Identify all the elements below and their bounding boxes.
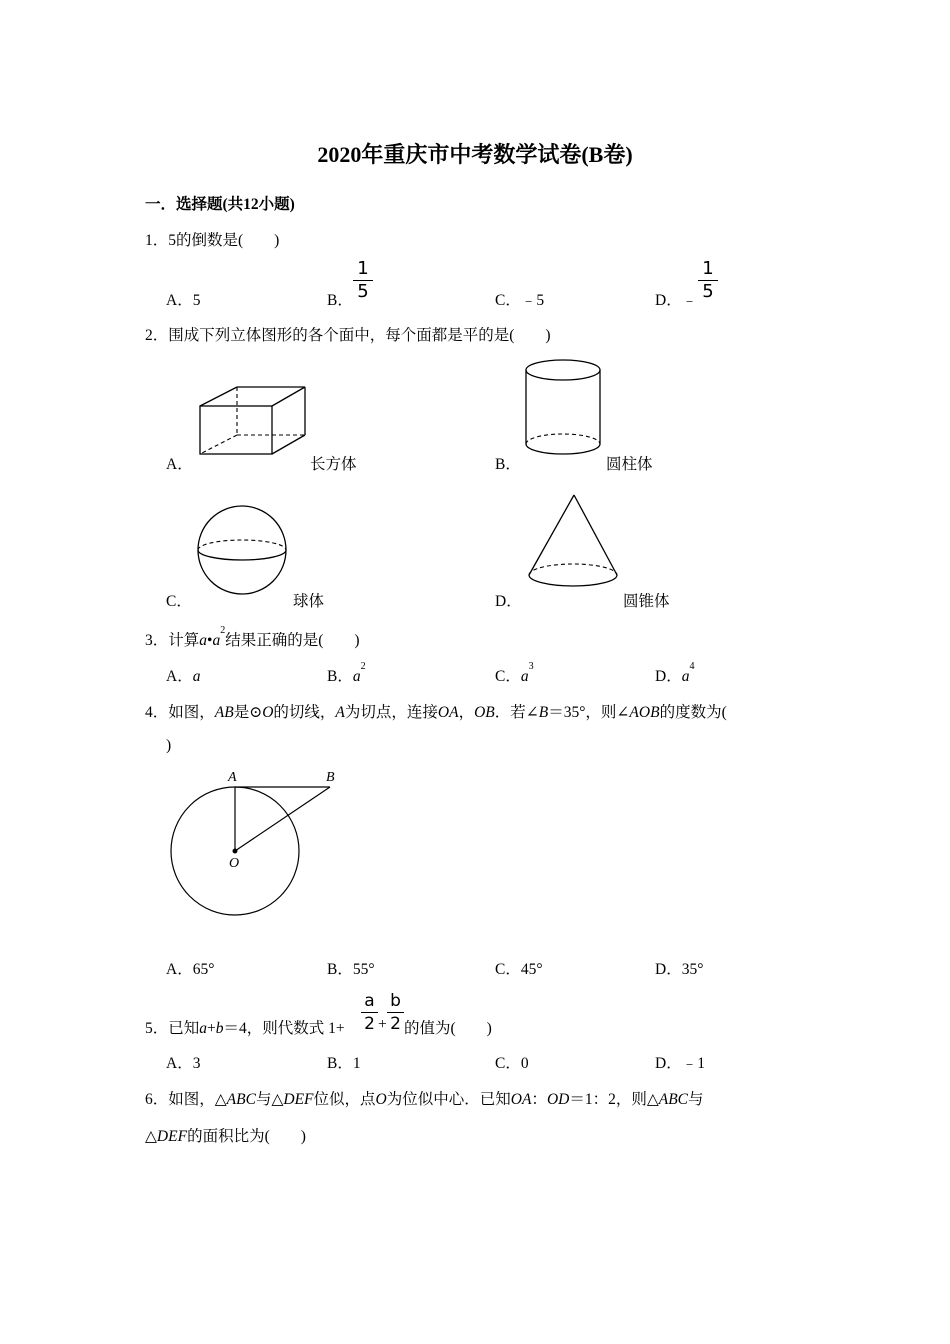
q3-stem: 3．计算$a•a^2$结果正确的是( ) — [145, 625, 360, 649]
q1-option-b-fraction — [353, 259, 373, 302]
point-a-label: A — [228, 770, 237, 785]
fraction-numerator: a — [364, 991, 375, 1011]
q2-stem: 2．围成下列立体图形的各个面中，每个面都是平的是( ) — [145, 327, 551, 344]
q4-option-c: C．45° — [495, 961, 543, 978]
q4-option-d: D．35° — [655, 961, 704, 978]
sphere-figure — [197, 505, 291, 599]
q5-stem-end: 的值为( ) — [404, 1020, 492, 1037]
fraction-denominator: 5 — [702, 281, 714, 302]
fraction-numerator: 1 — [357, 258, 369, 279]
point-o-label: O — [229, 856, 240, 871]
q5-fraction-a-over-2 — [361, 991, 378, 1034]
q4-stem: 4．如图，AB是⊙O的切线，A为切点，连接OA，OB．若∠B＝35°，则∠AOB的度数为( — [145, 704, 727, 721]
q6-stem: 6．如图，△ABC与△DEF位似，点O为位似中心．已知OA：OD＝1：2，则△ABC与 — [145, 1091, 704, 1108]
cuboid-figure — [195, 383, 310, 458]
q2-option-b-name: 圆柱体 — [606, 456, 653, 473]
q3-option-b: B．$a^2$ — [327, 661, 366, 685]
q5-stem-start: 5．已知a+b＝4，则代数式 1+ — [145, 1020, 345, 1037]
q2-option-a-name: 长方体 — [310, 456, 357, 473]
fraction-numerator: b — [390, 991, 401, 1011]
fraction-numerator: 1 — [702, 258, 714, 279]
q5-option-c: C．0 — [495, 1055, 529, 1072]
q1-option-d-fraction — [698, 259, 718, 302]
q6-stem-line2: △DEF的面积比为( ) — [145, 1128, 306, 1145]
q1-stem: 1．5的倒数是( ) — [145, 232, 280, 249]
q3-option-c: C．$a^3$ — [495, 661, 534, 685]
q5-option-b: B．1 — [327, 1055, 361, 1072]
q4-option-a: A．65° — [166, 961, 215, 978]
q2-option-c-label: C． — [166, 593, 192, 610]
q3-option-a: A．a — [166, 668, 201, 685]
q1-option-c: C．﹣5 — [495, 292, 545, 309]
q2-option-c-name: 球体 — [293, 593, 325, 610]
cylinder-figure — [525, 358, 605, 458]
page-title: 2020年重庆市中考数学试卷(B卷) — [317, 142, 633, 167]
section-heading: 一．选择题(共12小题) — [145, 196, 295, 213]
cone-figure — [527, 493, 622, 599]
q2-option-d-name: 圆锥体 — [623, 593, 670, 610]
fraction-denominator: 5 — [357, 281, 369, 302]
q5-option-d: D．﹣1 — [655, 1055, 705, 1072]
tangent-circle-figure — [165, 765, 345, 920]
q4-stem-line2: ) — [166, 737, 172, 754]
q3-option-d: D．$a^4$ — [655, 661, 695, 685]
fraction-denominator: 2 — [390, 1014, 401, 1034]
q5-fraction-b-over-2 — [387, 991, 404, 1034]
q1-option-a: A．5 — [166, 292, 201, 309]
point-b-label: B — [326, 770, 335, 785]
q5-option-a: A．3 — [166, 1055, 201, 1072]
q1-option-b-label: B． — [327, 292, 353, 309]
fraction-denominator: 2 — [364, 1014, 375, 1034]
q5-plus: + — [378, 1016, 387, 1033]
q2-option-b-label: B． — [495, 456, 521, 473]
q2-option-d-label: D． — [495, 593, 522, 610]
q1-option-d-label: D．﹣ — [655, 292, 698, 309]
q4-option-b: B．55° — [327, 961, 375, 978]
q2-option-a-label: A． — [166, 456, 193, 473]
